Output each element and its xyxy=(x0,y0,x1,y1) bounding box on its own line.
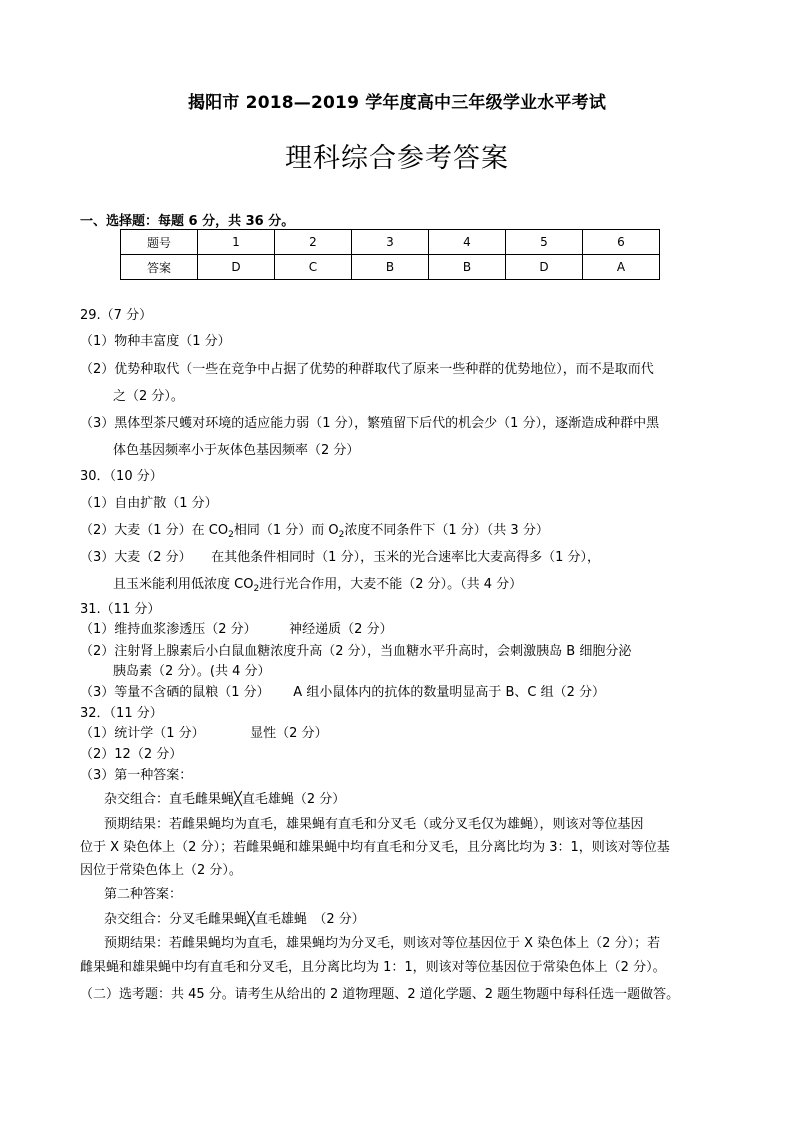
q32-answer-2: （2）12（2 分） xyxy=(80,747,183,762)
q32-cross-1: 杂交组合：直毛雌果蝇╳直毛雄蝇（2 分） xyxy=(104,792,346,807)
q30-answer-2 xyxy=(80,521,549,545)
q29-answer-1: （1）物种丰富度（1 分） xyxy=(80,334,231,349)
question-31-heading: 31.（11 分） xyxy=(80,602,161,617)
answer-cell: B xyxy=(352,255,429,280)
q30-answer-2-text: 相同（1 分）而 O xyxy=(233,523,339,538)
q32-result-1-line-2: 位于 X 染色体上（2 分）；若雌果蝇和雄果蝇中均有直毛和分叉毛，且分离比均为 3：1，则该对等位基 xyxy=(80,840,670,855)
q32-result-2-line-1: 预期结果：若雌果蝇均为直毛，雄果蝇均为分叉毛，则该对等位基因位于 X 染色体上（2 分）；若 xyxy=(104,936,661,951)
answer-cell: D xyxy=(506,255,583,280)
table-row-numbers xyxy=(121,230,660,255)
multiple-choice-heading: 一、选择题：每题 6 分，共 36 分。 xyxy=(80,214,295,229)
question-29-heading: 29.（7 分） xyxy=(80,308,153,323)
question-number-cell: 6 xyxy=(583,230,660,255)
answer-table xyxy=(120,229,660,280)
answer-cell: B xyxy=(429,255,506,280)
q31-answer-2-line-1: （2）注射肾上腺素后小白鼠血糖浓度升高（2 分），当血糖水平升高时，会刺激胰岛 B 细胞分泌 xyxy=(80,644,632,659)
q30-answer-2-text: （2）大麦（1 分）在 CO xyxy=(80,523,229,538)
q29-answer-3-line-2: 体色基因频率小于灰体色基因频率（2 分） xyxy=(113,443,360,458)
elective-section-heading: （二）选考题：共 45 分。请考生从给出的 2 道物理题、2 道化学题、2 题生物题中每科任选一题做答。 xyxy=(80,987,680,1002)
q30-answer-3-text: 且玉米能利用低浓度 CO xyxy=(113,577,254,592)
question-number-cell: 1 xyxy=(198,230,275,255)
q32-answer-3: （3）第一种答案： xyxy=(80,768,193,783)
q30-answer-3-line-2 xyxy=(113,575,522,599)
q29-answer-2-line-1: （2）优势种取代（一些在竞争中占据了优势的种群取代了原来一些种群的优势地位），而不是取而代 xyxy=(80,362,654,377)
question-number-cell: 4 xyxy=(429,230,506,255)
subscript: 2 xyxy=(338,530,345,540)
q29-answer-2-line-2: 之（2 分）。 xyxy=(113,389,184,404)
question-number-cell: 3 xyxy=(352,230,429,255)
q32-result-1-line-1: 预期结果：若雌果蝇均为直毛，雄果蝇有直毛和分叉毛（或分叉毛仅为雄蝇），则该对等位基因 xyxy=(104,817,644,832)
q32-cross-2: 杂交组合：分叉毛雌果蝇╳直毛雄蝇 （2 分） xyxy=(104,912,365,927)
question-number-cell: 5 xyxy=(506,230,583,255)
q31-answer-1: （1）维持血浆渗透压（2 分） 神经递质（2 分） xyxy=(80,622,393,637)
exam-title: 揭阳市 2018—2019 学年度高中三年级学业水平考试 xyxy=(187,93,607,113)
question-32-heading: 32．（11 分） xyxy=(80,706,163,721)
q30-answer-1: （1）自由扩散（1 分） xyxy=(80,496,218,511)
subscript: 2 xyxy=(228,530,234,540)
q30-answer-2-text: 浓度不同条件下（1 分）（共 3 分） xyxy=(344,523,549,538)
q32-result-1-line-3: 因位于常染色体上（2 分）。 xyxy=(80,863,242,878)
table-row-answers xyxy=(121,255,660,280)
table-row-label: 答案 xyxy=(121,255,198,280)
q32-answer-1: （1）统计学（1 分） 显性（2 分） xyxy=(80,726,328,741)
q30-answer-3-line-1: （3）大麦（2 分） 在其他条件相同时（1 分），玉米的光合速率比大麦高得多（1 分）， xyxy=(80,550,600,565)
q32-result-2-line-2: 雌果蝇和雄果蝇中均有直毛和分叉毛，且分离比均为 1：1，则该对等位基因位于常染色体上（2 分）。 xyxy=(80,960,666,975)
answer-cell: D xyxy=(198,255,275,280)
subscript: 2 xyxy=(253,584,260,594)
answer-key-title: 理科综合参考答案 xyxy=(285,143,509,174)
q32-second-answer-label: 第二种答案： xyxy=(104,887,183,902)
q31-answer-3: （3）等量不含硒的鼠粮（1 分） A 组小鼠体内的抗体的数量明显高于 B、C 组（2 分） xyxy=(80,685,605,700)
question-30-heading: 30．（10 分） xyxy=(80,469,163,484)
table-row-label: 题号 xyxy=(121,230,198,255)
question-number-cell: 2 xyxy=(275,230,352,255)
q29-answer-3-line-1: （3）黑体型茶尺蠖对环境的适应能力弱（1 分），繁殖留下后代的机会少（1 分），逐渐造成种群中黑 xyxy=(80,416,660,431)
q31-answer-2-line-2: 胰岛素（2 分）。(共 4 分） xyxy=(113,664,271,679)
answer-cell: C xyxy=(275,255,352,280)
q30-answer-3-text: 进行光合作用，大麦不能（2 分）。（共 4 分） xyxy=(259,577,523,592)
answer-cell: A xyxy=(583,255,660,280)
